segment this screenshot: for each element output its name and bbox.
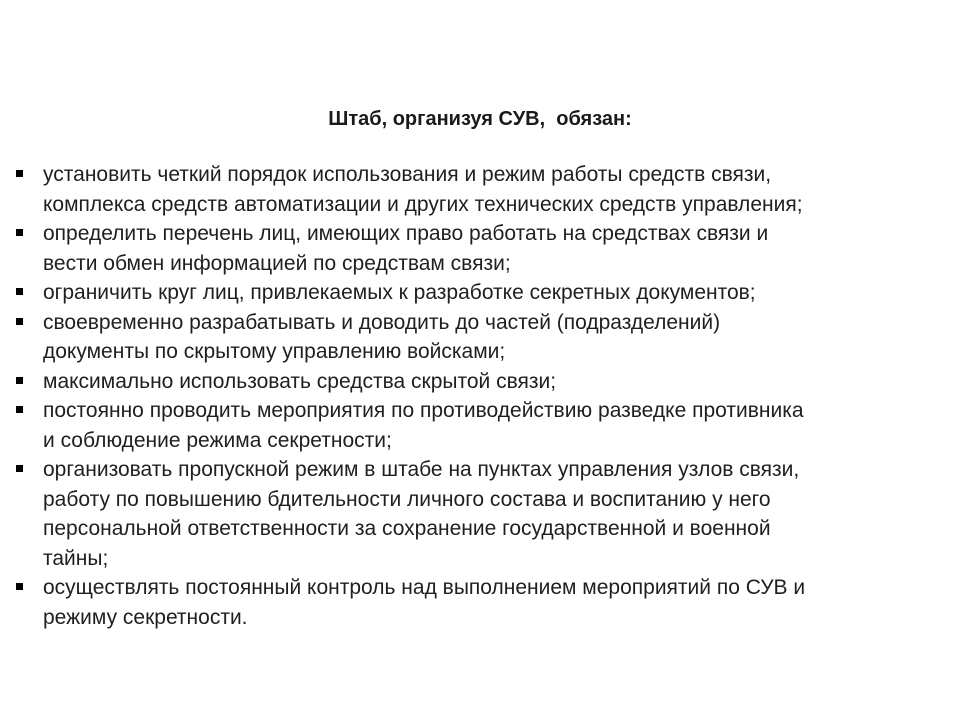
list-item-line: персональной ответственности за сохранение государственной и военной	[43, 517, 771, 540]
square-bullet-icon	[16, 170, 23, 177]
list-item-line: постоянно проводить мероприятия по противодействию разведке противника	[43, 399, 804, 422]
list-item	[16, 219, 926, 278]
bullet-list	[16, 160, 926, 632]
list-item	[16, 308, 926, 367]
list-item-line: определить перечень лиц, имеющих право работать на средствах связи и	[43, 222, 769, 245]
list-item-line: организовать пропускной режим в штабе на пунктах управления узлов связи,	[43, 458, 800, 481]
square-bullet-icon	[16, 406, 23, 413]
list-item-line: режиму секретности.	[43, 605, 248, 629]
slide-title: Штаб, организуя СУВ, обязан:	[328, 108, 632, 130]
square-bullet-icon	[16, 229, 23, 236]
list-item	[16, 367, 926, 397]
list-item-line: работу по повышению бдительности личного состава и воспитанию у него	[43, 487, 771, 511]
list-item-line: вести обмен информацией по средствам связи;	[43, 251, 511, 275]
list-item-line: осуществлять постоянный контроль над выполнением мероприятий по СУВ и	[43, 576, 806, 599]
list-item	[16, 278, 926, 308]
square-bullet-icon	[16, 288, 23, 295]
list-item-line: комплекса средств автоматизации и других технических средств управления;	[43, 192, 803, 216]
list-item	[16, 160, 926, 219]
square-bullet-icon	[16, 583, 23, 590]
list-item	[16, 396, 926, 455]
list-item	[16, 455, 926, 573]
square-bullet-icon	[16, 377, 23, 384]
list-item-line: максимально использовать средства скрытой связи;	[43, 369, 557, 393]
list-item-line: тайны;	[43, 546, 109, 570]
list-item-line: ограничить круг лиц, привлекаемых к разработке секретных документов;	[43, 281, 756, 304]
list-item-line: установить четкий порядок использования и режим работы средств связи,	[43, 163, 772, 186]
list-item	[16, 573, 926, 632]
list-item-line: и соблюдение режима секретности;	[43, 428, 392, 452]
list-item-line: своевременно разрабатывать и доводить до частей (подразделений)	[43, 310, 721, 334]
list-item-line: документы по скрытому управлению войсками;	[43, 340, 506, 363]
square-bullet-icon	[16, 465, 23, 472]
square-bullet-icon	[16, 318, 23, 325]
